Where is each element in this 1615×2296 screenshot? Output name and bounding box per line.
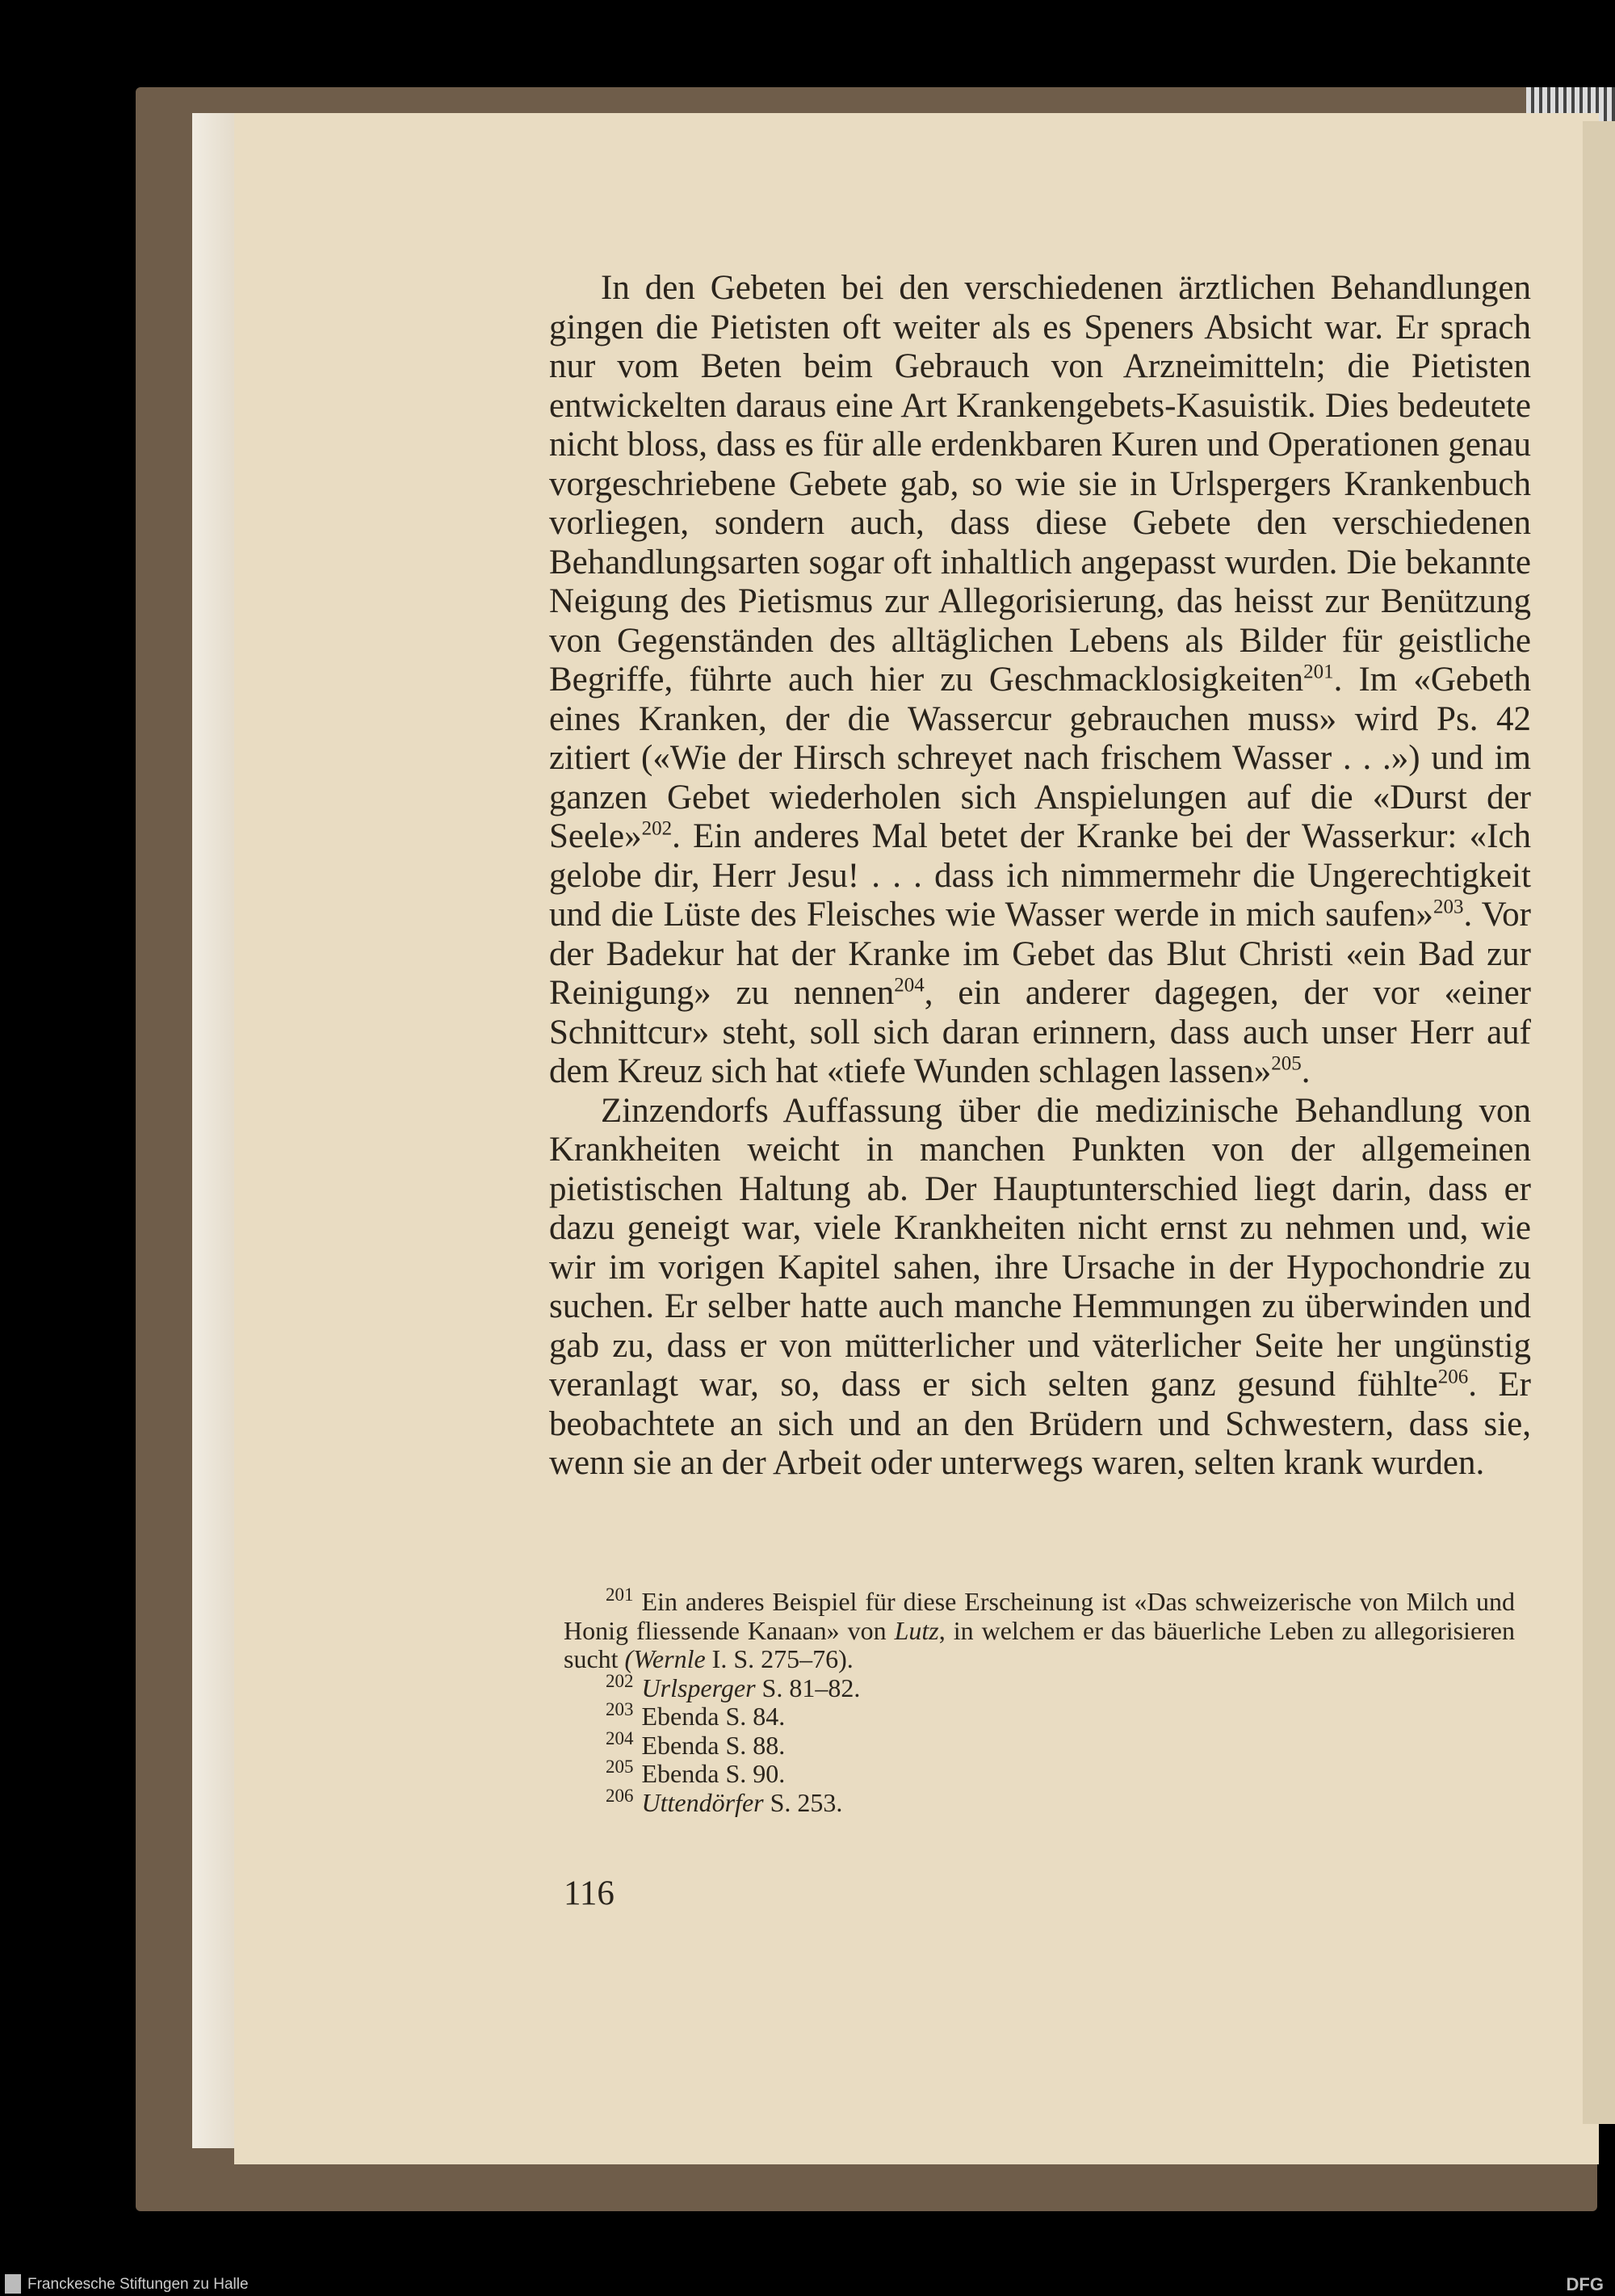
paragraph [549, 269, 1531, 1092]
footnote-number: 203 [606, 1699, 634, 1720]
page-block-edge [192, 113, 241, 2148]
paragraph-text: . Ein anderes Mal betet der Kranke bei der Wasserkur: «Ich gelobe dir, Herr Jesu! . . . dass ich nimmermehr die Ungerechtigkeit und die Lüste des Fleisches wie Wasser werde in mich saufen» [549, 817, 1531, 934]
dfg-mark: DFG [1566, 2274, 1604, 2294]
paragraph-text: . Er beobachtete an sich und an den Brüdern und Schwestern, dass sie, wenn sie an der Arbeit oder unterwegs waren, selten krank wurden. [549, 1366, 1531, 1482]
footnote [564, 1585, 1516, 1674]
institution-name: Franckesche Stiftungen zu Halle [27, 2276, 249, 2293]
footnote [564, 1670, 1515, 1703]
footer-bar [0, 2272, 1615, 2296]
footnote [564, 1699, 1515, 1731]
footnote-text: S. 253. [763, 1787, 843, 1817]
paragraph-text: Zinzendorfs Auffassung über die medizinische Behandlung von Krankheiten weicht in manchen Punkten von der allgemeinen pietistischen Haltung ab. Der Hauptunterschied liegt darin, dass er dazu geneigt war, viele Krankheiten nicht ernst zu nehmen und, wie wir im vorigen Kapitel sahen, ihre Ursache in der Hypochondrie zu suchen. Er selber hatte auch manche Hemmungen zu überwinden und gab zu, dass er von mütterlicher und väterlicher Seite her ungünstig veranlagt war, so, dass er sich selten ganz gesund fühlte [549, 1091, 1531, 1404]
footnote-ref: 201 [1303, 661, 1334, 683]
footnote-author: Uttendörfer [641, 1787, 764, 1817]
paragraph-text: . [1301, 1052, 1311, 1090]
footnote-author: Lutz [894, 1615, 939, 1645]
main-text [549, 269, 1531, 1484]
footnote-ref: 202 [641, 817, 673, 840]
footnote-ref: 205 [1271, 1052, 1302, 1075]
page-number: 116 [564, 1874, 615, 1912]
paragraph-text: . Vor der Badekur hat der Kranke im Gebet das Blut Christi «ein Bad zur Reinigung» zu nennen [549, 896, 1531, 1012]
footnote-text: Ebenda S. 90. [641, 1759, 786, 1788]
footnote-number: 202 [606, 1670, 634, 1691]
footnote-number: 205 [606, 1757, 634, 1778]
footnote-number: 206 [606, 1785, 634, 1806]
footnote-ref: 203 [1433, 896, 1464, 918]
footnote [564, 1785, 1515, 1818]
footnote-ref: 204 [894, 974, 925, 997]
paragraph-text: . Im «Gebeth eines Kranken, der die Wassercur gebrauchen muss» wird Ps. 42 zitiert («Wie der Hirsch schreyet nach frischem Wasser . . .») und im ganzen Gebet wiederholen sich Anspielungen auf die «Durst der Seele» [549, 661, 1531, 855]
footnote-author: (Wernle [624, 1644, 706, 1673]
institution-logo-icon [5, 2274, 21, 2294]
footnotes [564, 1585, 1516, 1817]
footnote [564, 1757, 1515, 1789]
paragraph [549, 1092, 1531, 1484]
footnote [564, 1727, 1515, 1761]
facing-page-edge [1583, 121, 1615, 2124]
footnote-text: S. 81–82. [755, 1673, 861, 1702]
paragraph-text: , ein anderer dagegen, der vor «einer Schnittcur» steht, soll sich daran erinnern, dass auch unser Herr auf dem Kreuz sich hat «tiefe Wunden schlagen lassen» [549, 974, 1531, 1090]
footnote-number: 201 [606, 1585, 634, 1606]
footnote-text: Ebenda S. 84. [641, 1702, 786, 1731]
footnote-text: Ein anderes Beispiel für diese Erscheinung ist «Das schweizerische von Milch und Honig fliessende Kanaan» von [564, 1587, 1515, 1645]
footnote-text: I. S. 275–76). [705, 1644, 854, 1673]
footnote-ref: 206 [1437, 1366, 1469, 1388]
footnote-author: Urlsperger [641, 1673, 756, 1702]
paragraph-text: In den Gebeten bei den verschiedenen ärztlichen Behandlungen gingen die Pietisten oft weiter als es Speners Absicht war. Er sprach nur vom Beten beim Gebrauch von Arzneimitteln; die Pietisten entwickelten daraus eine Art Krankengebets-Kasuistik. Dies bedeutete nicht bloss, dass es für alle erdenkbaren Kuren und Operationen genau vorgeschriebene Gebete gab, so wie sie in Urlspergers Krankenbuch vorliegen, sondern auch, dass diese Gebete den verschiedenen Behandlungsarten sogar oft inhaltlich angepasst wurden. Die bekannte Neigung des Pietismus zur Allegorisierung, das heisst zur Benützung von Gegenständen des alltäglichen Lebens als Bilder für geistliche Begriffe, führte auch hier zu Geschmacklosigkeiten [549, 269, 1531, 699]
footnote-text: Ebenda S. 88. [641, 1730, 786, 1760]
footnote-number: 204 [606, 1727, 634, 1748]
footnote-text: , in welchem er das bäuerliche Leben zu allegorisieren sucht [564, 1615, 1516, 1673]
